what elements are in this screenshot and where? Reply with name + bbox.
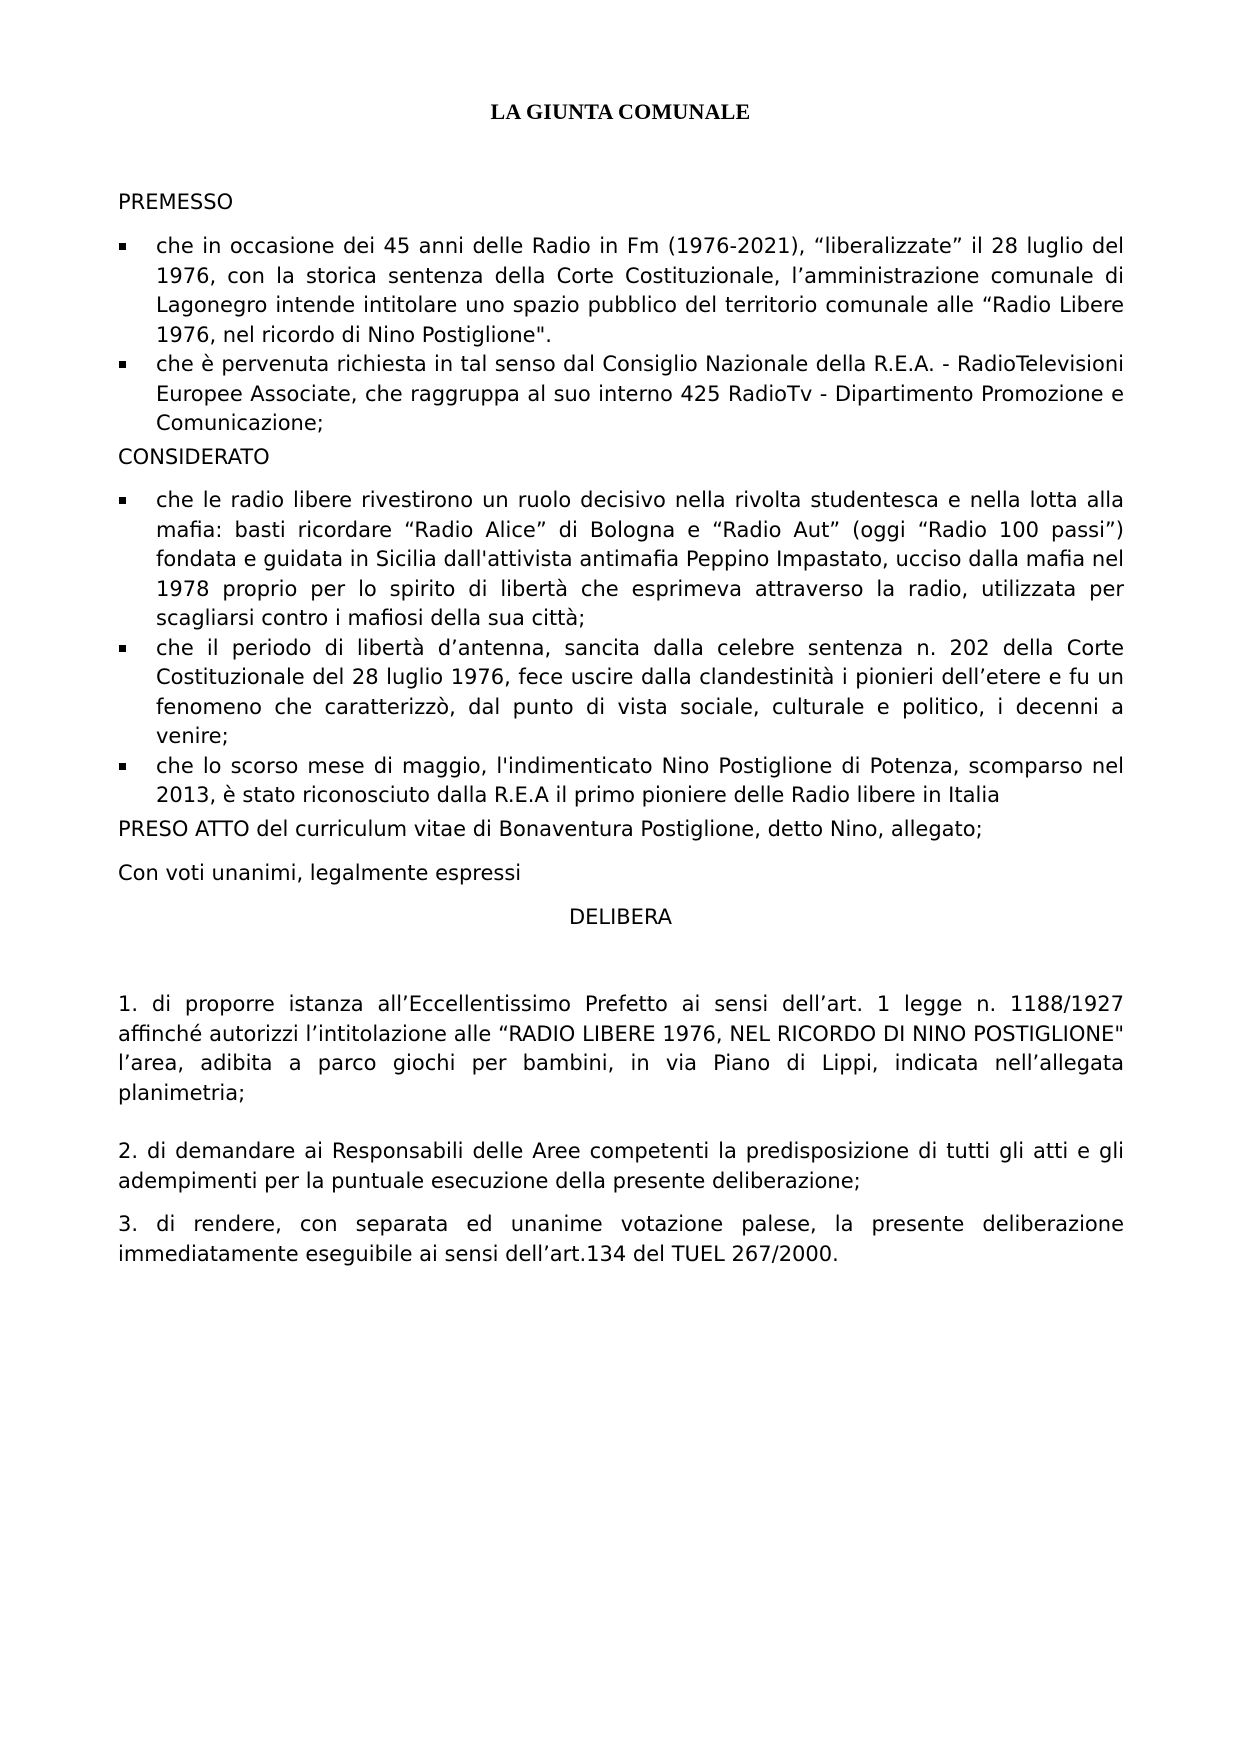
list-item	[118, 232, 1124, 350]
bullet-icon	[119, 361, 126, 368]
premesso-list	[118, 232, 1124, 439]
delibera-point-2: 2. di demandare ai Responsabili delle Aree competenti la predisposizione di tutti gli atti e gli adempimenti per la puntuale esecuzione della presente deliberazione;	[118, 1139, 1124, 1193]
bullet-icon	[119, 243, 126, 250]
list-item	[118, 752, 1124, 811]
list-item-text: che in occasione dei 45 anni delle Radio in Fm (1976-2021), “liberalizzate” il 28 luglio del 1976, con la storica sentenza della Corte Costituzionale, l’amministrazione comunale di Lagonegro intende intitolare uno spazio pubblico del territorio comunale alle “Radio Libere 1976, nel ricordo di Nino Postiglione".	[156, 234, 1124, 347]
list-item-text: che lo scorso mese di maggio, l'indimenticato Nino Postiglione di Potenza, scomparso nel 2013, è stato riconosciuto dalla R.E.A il primo pioniere delle Radio libere in Italia	[156, 753, 1124, 807]
list-item-text: che è pervenuta richiesta in tal senso dal Consiglio Nazionale della R.E.A. - RadioTelevisioni Europee Associate, che raggruppa al suo interno 425 RadioTv - Dipartimento Promozione e Comunicazione;	[156, 352, 1124, 435]
voti-paragraph: Con voti unanimi, legalmente espressi	[118, 861, 522, 885]
delibera-point-1: 1. di proporre istanza all’Eccellentissimo Prefetto ai sensi dell’art. 1 legge n. 1188/1927 affinché autorizzi l’intitolazione alle “RADIO LIBERE 1976, NEL RICORDO DI NINO POSTIGLIONE" l’area, adibita a parco giochi per bambini, in via Piano di Lippi, indicata nell’allegata planimetria;	[118, 992, 1124, 1105]
delibera-point-3: 3. di rendere, con separata ed unanime votazione palese, la presente deliberazione immediatamente eseguibile ai sensi dell’art.134 del TUEL 267/2000.	[118, 1212, 1124, 1266]
list-item	[118, 634, 1124, 752]
bullet-icon	[119, 497, 126, 504]
premesso-heading: PREMESSO	[118, 190, 234, 214]
list-item	[118, 350, 1124, 439]
considerato-list	[118, 486, 1124, 811]
bullet-icon	[119, 763, 126, 770]
considerato-heading: CONSIDERATO	[118, 445, 270, 469]
document-title: LA GIUNTA COMUNALE	[490, 99, 751, 124]
preso-atto-paragraph: PRESO ATTO del curriculum vitae di Bonaventura Postiglione, detto Nino, allegato;	[118, 817, 983, 841]
bullet-icon	[119, 645, 126, 652]
list-item	[118, 486, 1124, 634]
list-item-text: che le radio libere rivestirono un ruolo decisivo nella rivolta studentesca e nella lotta alla mafia: basti ricordare “Radio Alice” di Bologna e “Radio Aut” (oggi “Radio 100 passi”) fondata e guidata in Sicilia dall'attivista antimafia Peppino Impastato, ucciso dalla mafia nel 1978 proprio per lo spirito di libertà che esprimeva attraverso la radio, utilizzata per scagliarsi contro i mafiosi della sua città;	[156, 488, 1124, 630]
delibera-heading: DELIBERA	[568, 905, 673, 929]
list-item-text: che il periodo di libertà d’antenna, sancita dalla celebre sentenza n. 202 della Corte Costituzionale del 28 luglio 1976, fece uscire dalla clandestinità i pionieri dell’etere e fu un fenomeno che caratterizzò, dal punto di vista sociale, culturale e politico, i decenni a venire;	[156, 635, 1124, 748]
